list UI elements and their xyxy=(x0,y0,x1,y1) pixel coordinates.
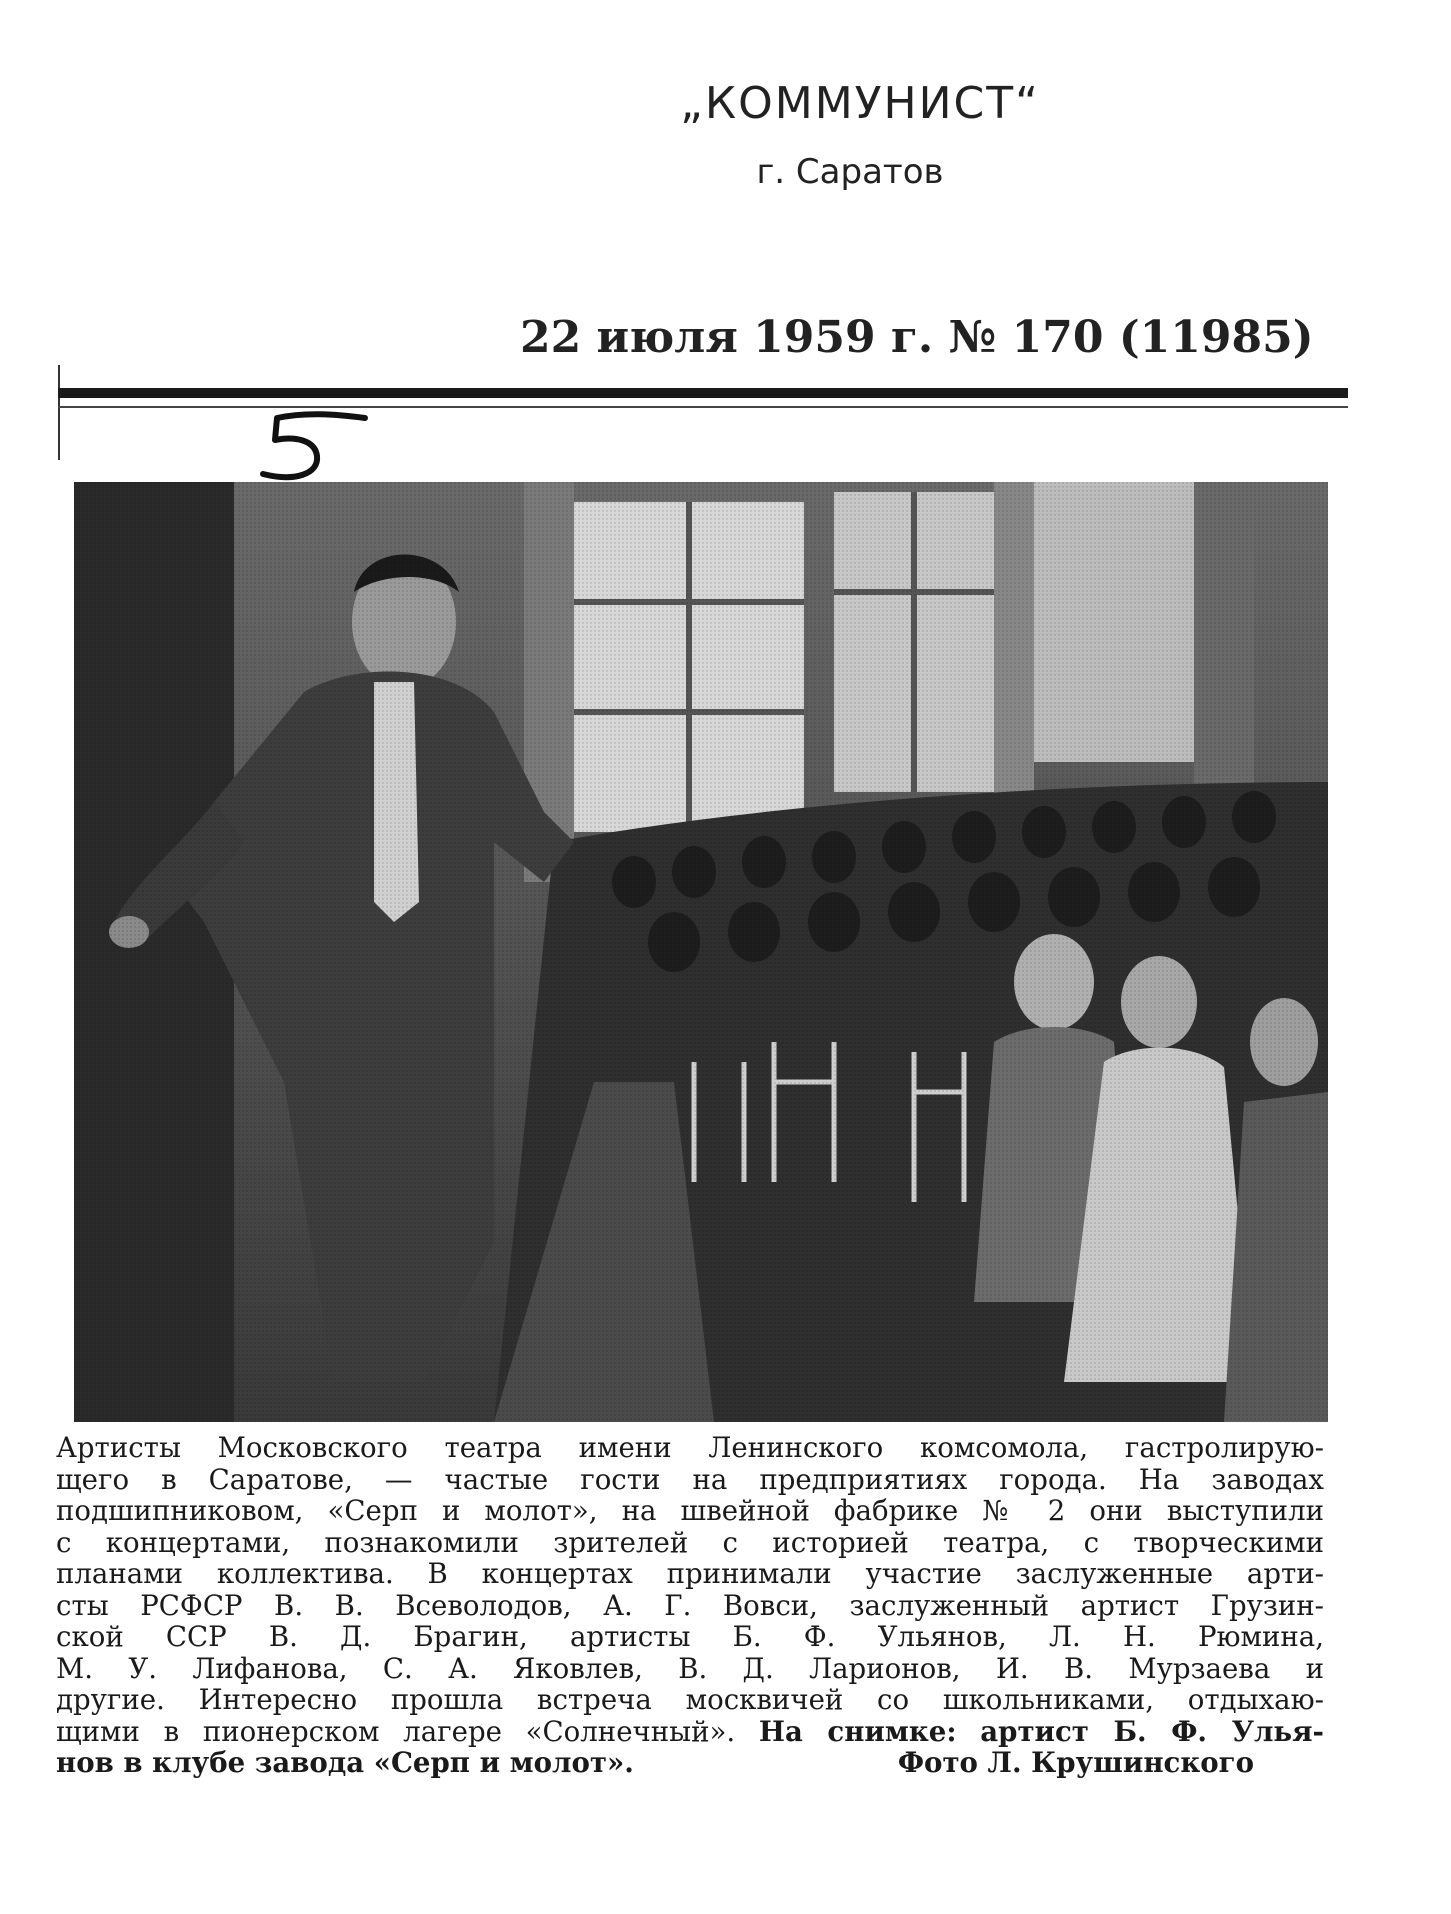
rule-thick xyxy=(58,388,1348,398)
caption-text: щими в пионерском лагере «Солнечный». xyxy=(56,1714,736,1748)
caption-line: Артисты Московского театра имени Ленинского комсомола, гастролирую- xyxy=(56,1431,1324,1464)
caption-line: сты РСФСР В. В. Всеволодов, А. Г. Вовси, заслуженный артист Грузин- xyxy=(56,1588,1324,1622)
newspaper-title: „КОММУНИСТ“ xyxy=(680,78,1040,129)
header-rule xyxy=(58,368,1348,408)
caption-line: с концертами, познакомили зрителей с историей театра, с творческими xyxy=(56,1525,1324,1559)
caption-line: щего в Саратове, — частые гости на предприятиях города. На заводах xyxy=(56,1462,1324,1496)
caption-line-10 xyxy=(56,1716,1324,1748)
photo-caption xyxy=(56,1432,1324,1779)
caption-last-line xyxy=(56,1747,1324,1779)
rule-thin xyxy=(58,406,1348,408)
newspaper-city: г. Саратов xyxy=(756,152,944,192)
issue-dateline: 22 июля 1959 г. № 170 (11985) xyxy=(520,312,1314,363)
caption-on-photo-label: На снимке: xyxy=(758,1714,957,1748)
photo-credit: Фото Л. Крушинского xyxy=(897,1746,1254,1779)
caption-line: другие. Интересно прошла встреча москвичей со школьниками, отдыхаю- xyxy=(56,1683,1324,1716)
caption-line: М. У. Лифанова, С. А. Яковлев, В. Д. Ларионов, И. В. Мурзаева и xyxy=(56,1651,1324,1685)
caption-text: нов в клубе завода «Серп и молот». xyxy=(56,1746,634,1779)
caption-line: подшипниковом, «Серп и молот», на швейной фабрике № 2 они выступили xyxy=(56,1494,1324,1527)
handwritten-page-number xyxy=(255,400,375,490)
photo-illustration xyxy=(74,482,1328,1422)
caption-text: артист Б. Ф. Улья- xyxy=(980,1714,1324,1748)
caption-line: планами коллектива. В концертах принимали участие заслуженные арти- xyxy=(56,1557,1324,1590)
caption-line: ской ССР В. Д. Брагин, артисты Б. Ф. Ульянов, Л. Н. Рюмина, xyxy=(56,1620,1324,1653)
news-photo xyxy=(74,482,1328,1422)
